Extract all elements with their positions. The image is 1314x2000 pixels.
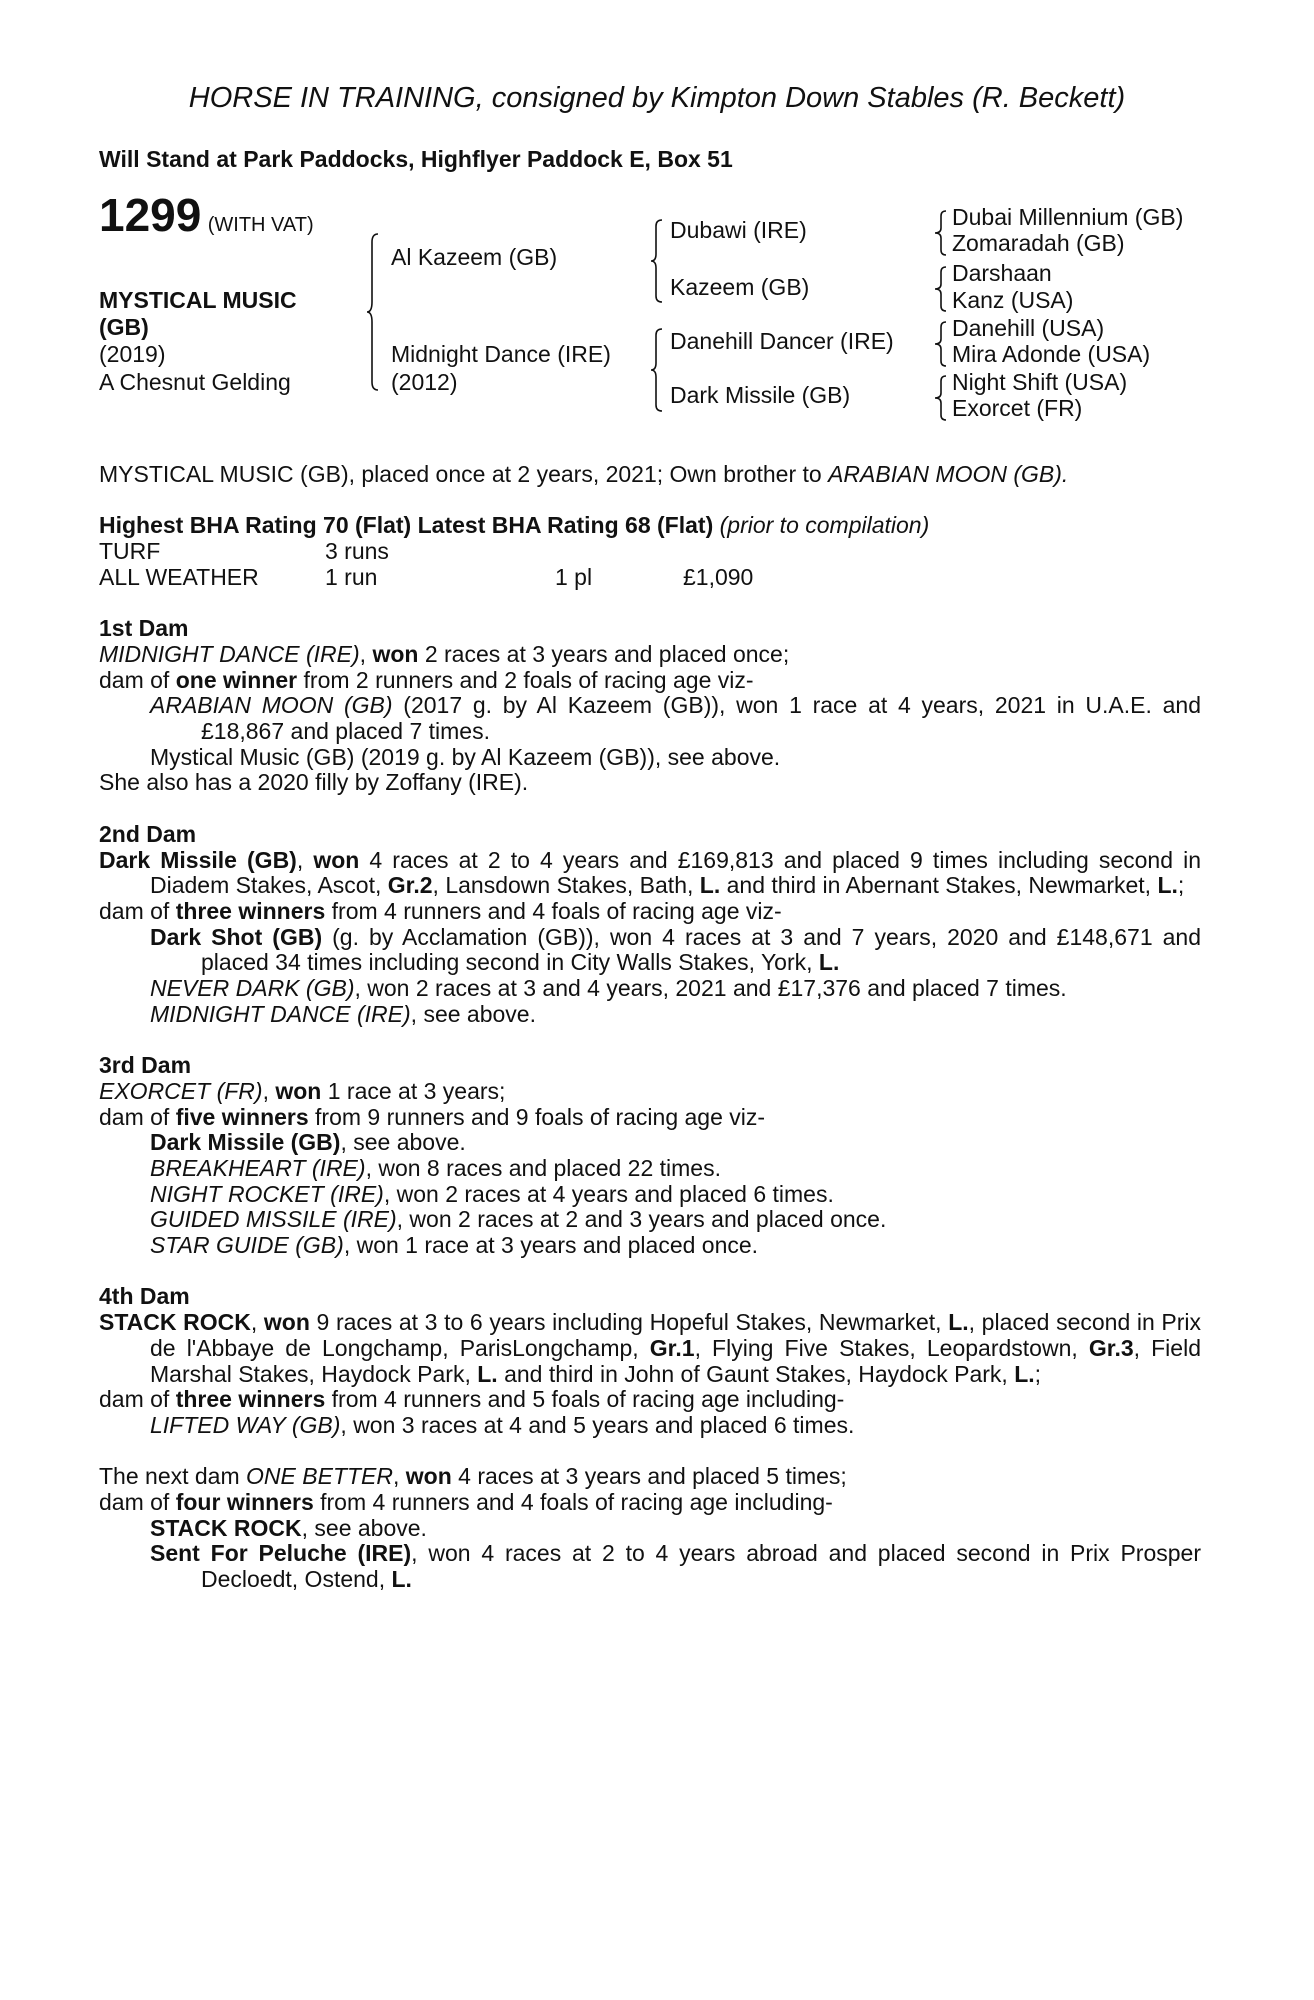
- dam-section: [99, 1284, 1201, 1438]
- italic-text: ARABIAN MOON (GB).: [828, 461, 1069, 487]
- bold-text: L.: [477, 1360, 498, 1387]
- pedigree-entry: [99, 1079, 1201, 1105]
- pedigree-sire: Al Kazeem (GB): [391, 244, 558, 270]
- stat-runs: 3 runs: [325, 538, 389, 565]
- bold-text: STACK ROCK: [99, 1309, 251, 1336]
- text: , won 3 races at 4 and 5 years and placed 6 times.: [340, 1411, 855, 1438]
- pedigree-pair-brace: [932, 265, 948, 313]
- stat-placed: [555, 539, 683, 565]
- pedigree-entry: [99, 1156, 1201, 1182]
- text: ,: [262, 1077, 276, 1104]
- text: (g. by Acclamation (GB)), won 4 races at 3 and 7 years, 2020 and £148,671 and placed 34 times including second in City Walls Stakes, York,: [201, 923, 1202, 976]
- text: dam of: [99, 1489, 176, 1516]
- italic-text: STAR GUIDE (GB): [150, 1232, 344, 1259]
- text: She also has a 2020 filly by Zoffany (IRE).: [99, 769, 529, 796]
- rating-line: [99, 513, 1201, 539]
- pedigree-entry: [99, 1182, 1201, 1208]
- bold-text: L.: [818, 949, 840, 976]
- text: , see above.: [340, 1129, 466, 1156]
- pedigree-dam-dam: Dark Missile (GB): [670, 382, 851, 408]
- text: and third in John of Gaunt Stakes, Haydock Park,: [497, 1360, 1015, 1387]
- text: Mystical Music (GB) (2019 g. by Al Kazeem (GB)), see above.: [150, 743, 781, 770]
- stat-surface: ALL WEATHER: [99, 563, 259, 590]
- text: from 4 runners and 5 foals of racing age including-: [325, 1386, 845, 1413]
- italic-text: GUIDED MISSILE (IRE): [150, 1206, 397, 1233]
- section-heading: 1st Dam: [99, 615, 189, 642]
- section-heading: 4th Dam: [99, 1283, 190, 1310]
- stat-placed: 1 pl: [555, 563, 593, 590]
- bold-text: won: [372, 640, 419, 667]
- pedigree-entry: [99, 668, 1201, 694]
- bold-text: three winners: [175, 1386, 326, 1413]
- pedigree-entry: [99, 976, 1201, 1002]
- bold-text: won: [405, 1463, 452, 1490]
- italic-text: MIDNIGHT DANCE (IRE): [150, 1000, 411, 1027]
- bold-text: four winners: [175, 1489, 314, 1516]
- stand-location: Will Stand at Park Paddocks, Highflyer Paddock E, Box 51: [99, 146, 733, 172]
- bold-text: L.: [1014, 1360, 1035, 1387]
- text: , see above.: [410, 1000, 536, 1027]
- stat-surface: TURF: [99, 538, 161, 565]
- pedigree-entry: [99, 745, 1201, 771]
- dam-section: [99, 616, 1201, 796]
- pedigree-pair-brace: [932, 209, 948, 257]
- pedigree-sire-sire: Dubawi (IRE): [670, 217, 807, 243]
- pedigree-g4-ancestor: Mira Adonde (USA): [952, 341, 1151, 367]
- pedigree-entry: [99, 1130, 1201, 1156]
- bold-text: Dark Missile (GB): [150, 1129, 341, 1156]
- vat-note: (WITH VAT): [207, 214, 314, 236]
- bold-text: L.: [391, 1566, 412, 1593]
- pedigree-pair-brace: [932, 320, 948, 368]
- horse-year: (2019): [99, 341, 166, 367]
- pedigree-g4-ancestor: Dubai Millennium (GB): [952, 204, 1184, 230]
- sire-dam-brace: [366, 232, 382, 392]
- pedigree-entry: [99, 1490, 1201, 1516]
- text: from 2 runners and 2 foals of racing age viz-: [297, 666, 754, 693]
- text: The next dam: [99, 1463, 247, 1490]
- text: dam of: [99, 1386, 176, 1413]
- text: from 4 runners and 4 foals of racing age including-: [313, 1489, 833, 1516]
- bold-text: won: [313, 846, 360, 873]
- italic-text: NEVER DARK (GB): [150, 975, 355, 1002]
- stat-row: [99, 539, 1201, 565]
- text: , won 4 races at 2 to 4 years abroad and placed second in Prix Prosper Decloedt, Ostend,: [201, 1540, 1201, 1593]
- stat-row: [99, 565, 1201, 591]
- italic-text: NIGHT ROCKET (IRE): [150, 1180, 384, 1207]
- bold-text: STACK ROCK: [150, 1514, 302, 1541]
- pedigree-entry: [99, 1387, 1201, 1413]
- sire-line-brace: [650, 218, 666, 304]
- text: 1 race at 3 years;: [321, 1077, 506, 1104]
- bold-text: five winners: [175, 1103, 309, 1130]
- pedigree-entry: [99, 1516, 1201, 1542]
- text: ,: [393, 1463, 406, 1490]
- pedigree-entry: [99, 1464, 1201, 1490]
- stat-prize: £1,090: [683, 563, 754, 590]
- italic-text: BREAKHEART (IRE): [150, 1154, 366, 1181]
- text: , Flying Five Stakes, Leopardstown,: [694, 1334, 1089, 1361]
- pedigree-g4-ancestor: Darshaan: [952, 260, 1052, 286]
- dam-section: [99, 822, 1201, 1028]
- text: , see above.: [301, 1514, 427, 1541]
- text: , won 2 races at 3 and 4 years, 2021 and £17,376 and placed 7 times.: [354, 975, 1067, 1002]
- text: (2017 g. by Al Kazeem (GB)), won 1 race at 4 years, 2021 in U.A.E. and £18,867 and placed 7 times.: [201, 692, 1201, 744]
- pedigree-g4-ancestor: Exorcet (FR): [952, 395, 1083, 421]
- text: ;: [1034, 1360, 1042, 1387]
- pedigree-entry: [99, 642, 1201, 668]
- catalogue-body: [99, 462, 1201, 1593]
- text: , won 2 races at 2 and 3 years and placed once.: [396, 1206, 887, 1233]
- text: 2 races at 3 years and placed once;: [418, 640, 790, 667]
- text: ,: [359, 640, 373, 667]
- horse-country: (GB): [99, 314, 149, 340]
- italic-text: ONE BETTER: [246, 1463, 393, 1490]
- text: ,: [250, 1309, 264, 1336]
- italic-text: (prior to compilation): [719, 512, 930, 539]
- dam-section: [99, 1053, 1201, 1259]
- text: and third in Abernant Stakes, Newmarket,: [720, 872, 1158, 899]
- text: , won 2 races at 4 years and placed 6 times.: [383, 1180, 834, 1207]
- text: ,: [296, 846, 314, 873]
- bold-text: Dark Shot (GB): [150, 923, 323, 950]
- dam-section: [99, 1464, 1201, 1593]
- bold-text: Dark Missile (GB): [99, 846, 297, 873]
- pedigree-entry: [99, 1207, 1201, 1233]
- pedigree-entry: [99, 1233, 1201, 1259]
- pedigree-entry: [99, 1002, 1201, 1028]
- pedigree-entry: [99, 925, 1201, 976]
- pedigree-g4-ancestor: Danehill (USA): [952, 315, 1105, 341]
- pedigree-entry: [99, 1105, 1201, 1131]
- pedigree-g4-ancestor: Kanz (USA): [952, 287, 1074, 313]
- text: , won 1 race at 3 years and placed once.: [343, 1232, 759, 1259]
- pedigree-dam-sire: Danehill Dancer (IRE): [670, 328, 894, 354]
- bold-text: one winner: [175, 666, 298, 693]
- text: 9 races at 3 to 6 years including Hopeful Stakes, Newmarket,: [309, 1309, 949, 1336]
- italic-text: LIFTED WAY (GB): [150, 1411, 341, 1438]
- pedigree-g4-ancestor: Night Shift (USA): [952, 369, 1128, 395]
- italic-text: EXORCET (FR): [99, 1077, 263, 1104]
- bold-text: Gr.2: [387, 872, 433, 899]
- bold-text: Sent For Peluche (IRE): [150, 1540, 412, 1567]
- race-record: [99, 539, 1201, 590]
- text: 4 races at 2 to 4 years and £169,813 and placed 9 times including second in Diadem Stakes, Ascot,: [150, 846, 1201, 899]
- bold-text: L.: [1157, 872, 1178, 899]
- text: , won 8 races and placed 22 times.: [365, 1154, 721, 1181]
- bold-text: L.: [948, 1309, 969, 1336]
- pedigree-entry: [99, 1310, 1201, 1387]
- pedigree-sire-dam: Kazeem (GB): [670, 274, 810, 300]
- bold-text: Highest BHA Rating 70 (Flat) Latest BHA Rating 68 (Flat): [99, 512, 720, 539]
- text: from 4 runners and 4 foals of racing age viz-: [325, 897, 782, 924]
- text: , Lansdown Stakes, Bath,: [432, 872, 700, 899]
- italic-text: ARABIAN MOON (GB): [150, 692, 393, 719]
- text: 4 races at 3 years and placed 5 times;: [451, 1463, 847, 1490]
- pedigree-g4-ancestor: Zomaradah (GB): [952, 230, 1125, 256]
- stat-prize: [683, 539, 689, 565]
- stat-runs: 1 run: [325, 563, 378, 590]
- text: dam of: [99, 1103, 176, 1130]
- dam-line-brace: [650, 327, 666, 413]
- text: , placed second in Prix de l'Abbaye de Longchamp, ParisLongchamp,: [150, 1309, 1202, 1361]
- section-heading: 2nd Dam: [99, 820, 197, 847]
- bold-text: won: [275, 1077, 322, 1104]
- bold-text: L.: [699, 872, 721, 899]
- text: ;: [1177, 872, 1185, 899]
- race-summary: [99, 462, 1201, 488]
- pedigree-entry: [99, 770, 1201, 796]
- horse-name: MYSTICAL MUSIC: [99, 287, 297, 313]
- text: from 9 runners and 9 foals of racing age viz-: [308, 1103, 766, 1130]
- bold-text: Gr.3: [1088, 1334, 1134, 1361]
- pedigree-entry: [99, 899, 1201, 925]
- italic-text: MIDNIGHT DANCE (IRE): [99, 640, 360, 667]
- pedigree-dam: Midnight Dance (IRE): [391, 341, 611, 367]
- horse-description: A Chesnut Gelding: [99, 369, 291, 395]
- section-heading: 3rd Dam: [99, 1052, 192, 1079]
- pedigree-pair-brace: [932, 374, 948, 422]
- page-title: HORSE IN TRAINING, consigned by Kimpton Down Stables (R. Beckett): [188, 82, 1126, 114]
- pedigree-entry: [99, 693, 1201, 744]
- text: MYSTICAL MUSIC (GB), placed once at 2 years, 2021; Own brother to: [99, 461, 829, 487]
- text: dam of: [99, 666, 176, 693]
- pedigree-entry: [99, 1413, 1201, 1439]
- bold-text: three winners: [175, 897, 326, 924]
- text: dam of: [99, 897, 176, 924]
- bold-text: won: [263, 1309, 310, 1336]
- text: , Field Marshal Stakes, Haydock Park,: [150, 1334, 1201, 1387]
- bold-text: Gr.1: [649, 1334, 695, 1361]
- lot-number-line: [99, 189, 314, 241]
- lot-number: 1299: [99, 189, 202, 241]
- pedigree-entry: [99, 1541, 1201, 1592]
- pedigree-entry: [99, 848, 1201, 899]
- pedigree-dam-year: (2012): [391, 369, 458, 395]
